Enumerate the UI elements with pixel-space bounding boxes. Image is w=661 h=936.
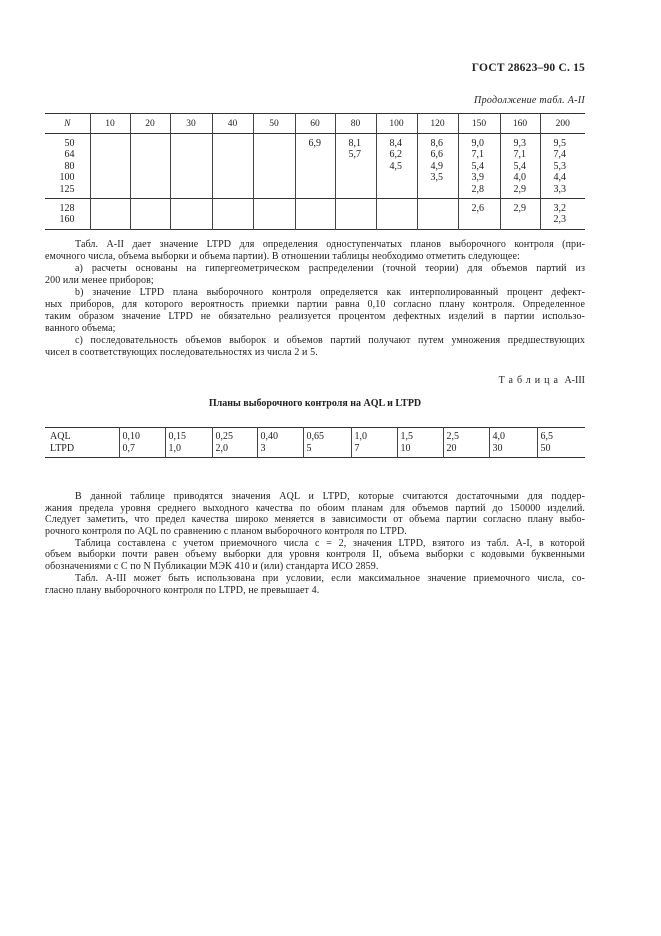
text-line: емочного числа, объема выборки и объема партии). В отношении таблицы необходимо отметить следующее: [45,251,520,262]
table-cell [335,199,376,215]
table-cell [295,214,335,229]
table-cell [170,214,212,229]
table-cell [376,172,417,183]
table-cell: 5,7 [335,149,376,160]
text-line: b) значение LTPD плана выборочного контроля определяется как интерполированный процент дефект- [75,287,585,298]
table-cell [295,172,335,183]
table-cell: 3,5 [417,172,458,183]
table-cell: 0,7 [119,443,165,458]
text-line: с) последовательность объемов выборок и объемов партий получают путем умножения предшествующих [75,335,585,346]
table-cell [212,149,253,160]
column-header: 80 [335,114,376,134]
document-reference: ГОСТ 28623–90 С. 15 [471,62,585,74]
table-cell [90,149,130,160]
aql-ltpd-table [45,427,585,458]
table-cell: 0,40 [257,428,303,443]
table-cell: 6,2 [376,149,417,160]
paragraph [45,573,585,596]
table-cell [295,161,335,172]
table-header [45,114,585,134]
table-row [45,199,585,215]
text-line: Табл. А-III может быть использована при условии, если максимальное значение приемочного числа, со- [75,572,585,584]
table-cell [335,172,376,183]
table-cell: 5 [303,443,351,458]
table-cell: 7,4 [540,149,585,160]
table-cell: 30 [489,443,537,458]
table-cell: 3 [257,443,303,458]
text-line: гласно плану выборочного контроля по LTPD, не превышает 4. [45,584,320,596]
table-cell [500,214,540,229]
column-header: 120 [417,114,458,134]
table-cell [170,199,212,215]
table-cell [130,199,170,215]
table-cell: 9,3 [500,134,540,150]
table-cell: 4,0 [500,172,540,183]
text-line: В данной таблице приводятся значения AQL и LTPD, которые считаются достаточными для поддер- [75,491,585,502]
table-cell: 0,25 [212,428,257,443]
table-cell [335,214,376,229]
table-cell: 4,0 [489,428,537,443]
table-cell: 2,6 [458,199,500,215]
paragraph [45,287,585,335]
table-cell [130,214,170,229]
table-cell [130,149,170,160]
column-header: 100 [376,114,417,134]
table-cell [130,134,170,150]
table-cell [212,172,253,183]
table-cell [295,149,335,160]
table-row [45,214,585,229]
table-cell [253,161,295,172]
table-cell: 7 [351,443,397,458]
column-header: 200 [540,114,585,134]
text-line: Таблица составлена с учетом приемочного числа с = 2, значения LTPD, взятого из табл. А-I, в которой [75,537,585,549]
table-a2-explanation [45,239,585,359]
table-cell: 6,5 [537,428,585,443]
table-caption-word: Таблица [498,375,562,386]
table-cell: 2,9 [500,184,540,199]
table-cell [90,184,130,199]
text-line: жания предела уровня среднего выходного качества по обоим планам для объемов партий до 150000 изделий. [45,502,585,514]
row-label-cell: 160 [59,214,75,226]
row-label-cell: 128 [59,203,75,215]
table-cell [212,134,253,150]
table-cell: 3,2 [540,199,585,215]
text-line: ных приборов, для которого вероятность приемки партии равна 0,10 согласно плану контроля. Определенное [45,299,585,310]
table-row-group [45,134,585,199]
table-row [45,428,585,443]
table-cell [170,184,212,199]
table-body [45,428,585,458]
text-line: 200 или менее приборов; [45,275,154,286]
table-cell: 50 [537,443,585,458]
table-cell [376,184,417,199]
text-line: ванного объема; [45,323,116,334]
table-cell: 0,10 [119,428,165,443]
table-cell: 2,9 [500,199,540,215]
table-cell [253,184,295,199]
row-label-cell: 64 [64,149,75,161]
row-label-cell: 50 [64,138,75,149]
column-header: 150 [458,114,500,134]
table-cell [253,149,295,160]
table-cell: 9,0 [458,134,500,150]
paragraph [45,335,585,359]
table-cell [90,134,130,150]
table-cell: 2,5 [443,428,489,443]
paragraph [45,491,585,538]
table-cell: 6,9 [295,134,335,150]
row-label-cell: AQL [50,431,71,442]
table-a3-explanation [45,491,585,596]
table-cell [212,214,253,229]
table-cell [170,149,212,160]
table-header-row [45,114,585,134]
table-cell [90,199,130,215]
text-line: рочного контроля по AQL по сравнению с планом выборочного контроля по LTPD. [45,526,407,538]
table-cell [335,161,376,172]
column-header: 60 [295,114,335,134]
table-cell [253,199,295,215]
paragraph [45,239,585,263]
table-cell: 2,8 [458,184,500,199]
paragraph [45,538,585,573]
table-row [45,443,585,458]
table-cell [253,214,295,229]
table-cell: 5,3 [540,161,585,172]
table-cell: 5,4 [458,161,500,172]
table-cell: 0,15 [165,428,212,443]
table-cell [417,199,458,215]
column-header: 160 [500,114,540,134]
table-cell: 1,0 [165,443,212,458]
row-label-cell: LTPD [50,442,75,454]
table-cell: 3,9 [458,172,500,183]
text-line: чисел в соответствующих последовательностях из числа 2 и 5. [45,347,318,358]
table-continuation-note: Продолжение табл. А-II [474,95,585,106]
column-header-n: N [45,114,90,134]
table-row [45,134,585,150]
text-line: обозначениями с С по N Публикации МЭК 410 и (или) стандарта ИСО 2859. [45,561,379,573]
column-header: 30 [170,114,212,134]
table-cell: 4,5 [376,161,417,172]
table-cell [212,199,253,215]
table-cell [417,184,458,199]
column-header: 40 [212,114,253,134]
table-cell: 9,5 [540,134,585,150]
table-cell [253,134,295,150]
table-cell: 6,6 [417,149,458,160]
table-row [45,184,585,199]
table-row [45,161,585,172]
table-cell [170,161,212,172]
table-cell: 4,4 [540,172,585,183]
table-cell [295,184,335,199]
table-cell [212,184,253,199]
table-cell [90,172,130,183]
table-cell: 8,4 [376,134,417,150]
table-cell [170,172,212,183]
table-cell: 2,3 [540,214,585,229]
table-cell: 2,0 [212,443,257,458]
text-line: Табл. А-II дает значение LTPD для определения одноступенчатых планов выборочного контроля (при- [75,239,585,250]
table-caption [499,375,585,386]
row-label-cell: 100 [59,172,75,184]
table-cell [458,214,500,229]
table-cell [130,161,170,172]
text-line: Следует заметить, что предел качества широко меняется в зависимости от объема партии согласно плану выбо- [45,514,585,526]
table-cell: 3,3 [540,184,585,199]
column-header: 50 [253,114,295,134]
table-cell: 20 [443,443,489,458]
table-cell [212,161,253,172]
table-cell [130,184,170,199]
table-cell [417,214,458,229]
column-header: 20 [130,114,170,134]
ltpd-table [45,113,585,230]
table-row-group [45,199,585,230]
table-cell: 7,1 [500,149,540,160]
table-caption-number: А-III [564,375,585,386]
text-line: а) расчеты основаны на гипергеометрическом распределении (точной теории) для объемов партий из [75,263,585,274]
table-cell [376,199,417,215]
table-cell: 8,6 [417,134,458,150]
table-cell [295,199,335,215]
table-cell [90,161,130,172]
table-title: Планы выборочного контроля на AQL и LTPD [208,398,422,409]
table-cell [253,172,295,183]
table-cell: 0,65 [303,428,351,443]
table-cell: 7,1 [458,149,500,160]
table-row [45,149,585,160]
table-row [45,172,585,183]
row-label-cell: 125 [59,183,75,195]
table-cell: 4,9 [417,161,458,172]
table-cell [335,184,376,199]
table-cell [90,214,130,229]
column-header: 10 [90,114,130,134]
table-cell: 1,0 [351,428,397,443]
table-cell: 5,4 [500,161,540,172]
table-cell [376,214,417,229]
row-label-cell: 80 [64,160,75,172]
table-cell: 8,1 [335,134,376,150]
table-cell: 10 [397,443,443,458]
table-cell [130,172,170,183]
text-line: таким образом значение LTPD не обязательно реализуется процентом дефектных изделий в партии использо- [45,311,585,322]
table-cell [170,134,212,150]
table-cell: 1,5 [397,428,443,443]
paragraph [45,263,585,287]
text-line: объем выборки почти равен объему выборки для уровня контроля II, объема выборки с кодовыми буквенными [45,549,585,561]
